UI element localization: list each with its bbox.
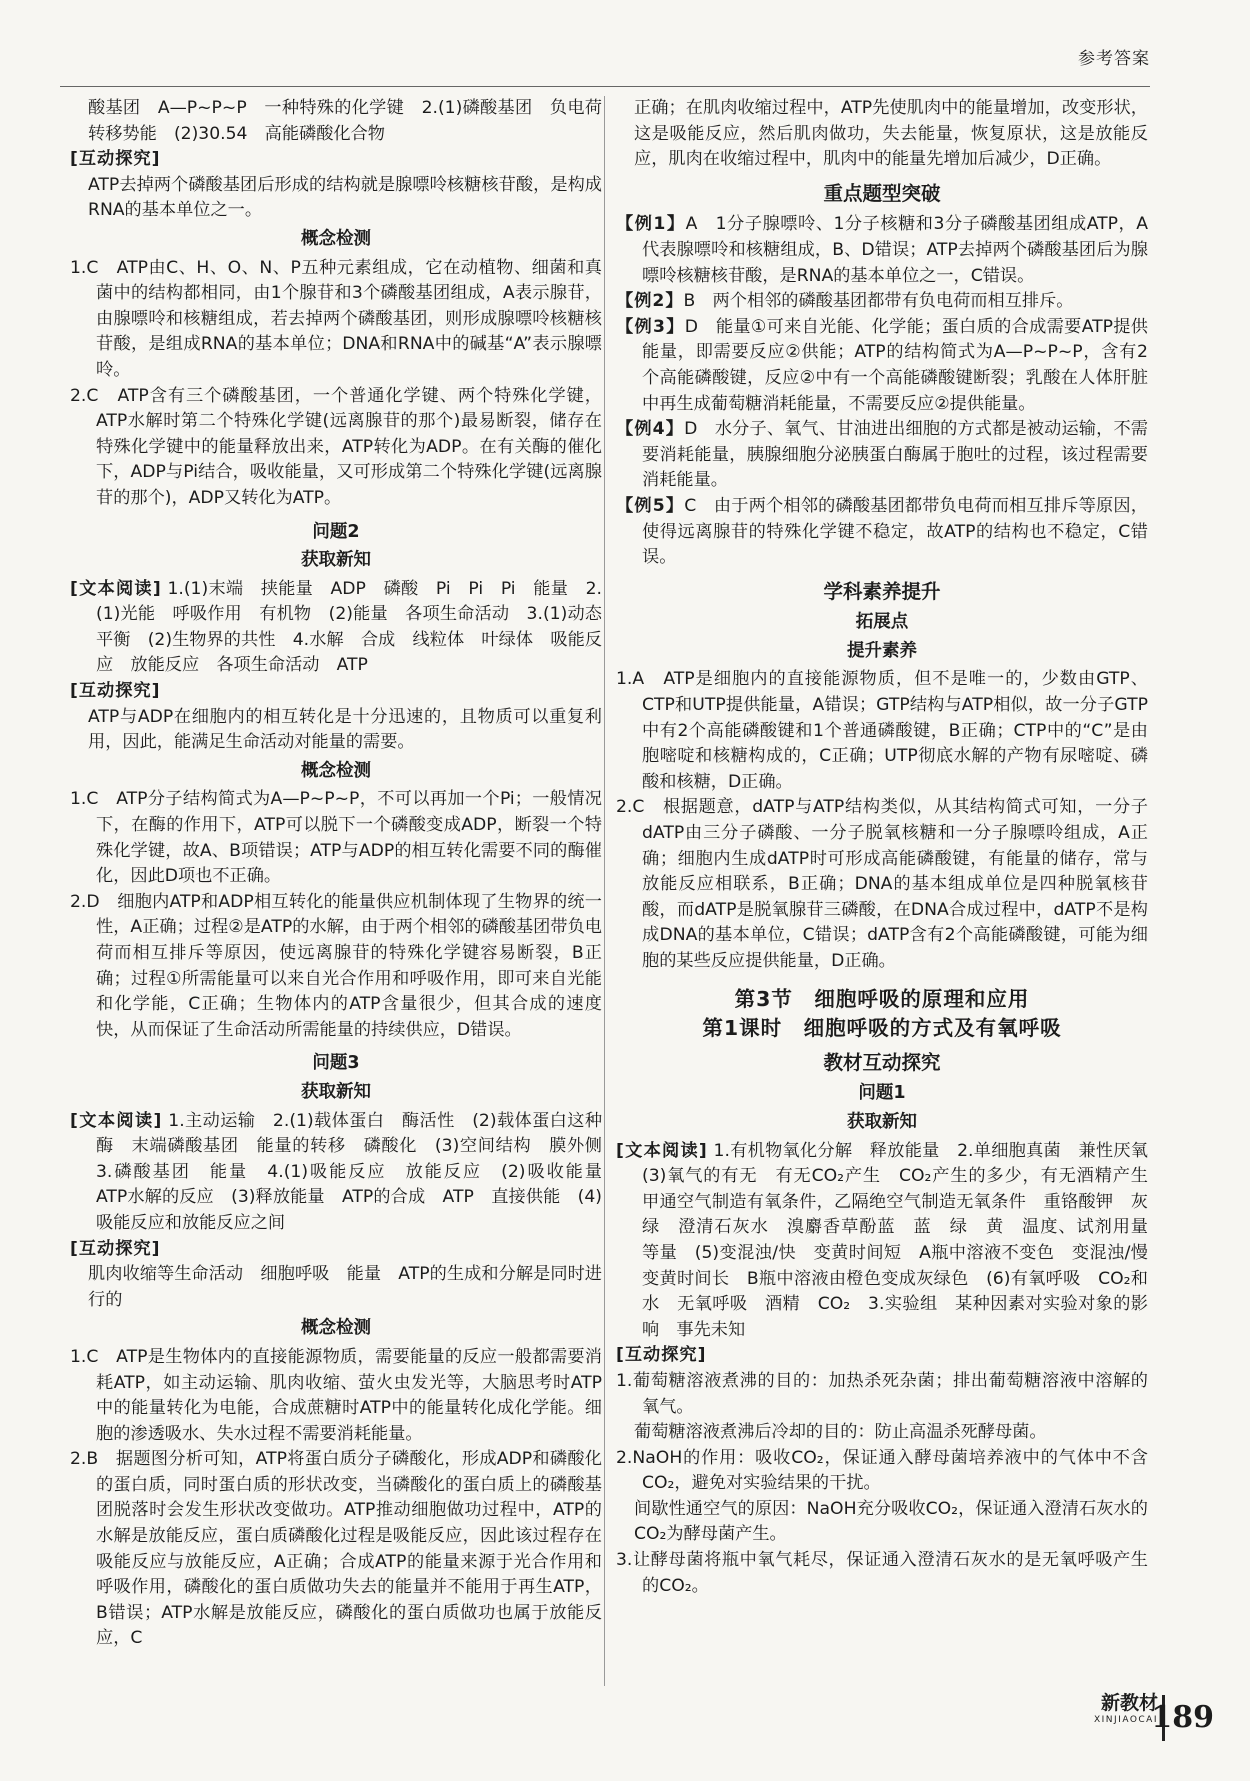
- example-text: B 两个相邻的磷酸基团都带有负电荷而相互排斥。: [683, 291, 1074, 312]
- hudong-tag: [互动探究]: [70, 149, 161, 170]
- hudong-item: 葡萄糖溶液煮沸后冷却的目的：防止高温杀死酵母菌。: [634, 1422, 1047, 1443]
- wenben-tag: [文本阅读]: [70, 578, 162, 599]
- wenben-text: 1.主动运输 2.(1)载体蛋白 酶活性 (2)载体蛋白这种酶 末端磷酸基团 能量的转移 磷酸化 (3)空间结构 膜外侧 3.磷酸基团 能量 4.(1)吸能反应 放能反应 (2)吸收能量 ATP水解的反应 (3)释放能量 ATP的合成 ATP 直接供能 (4)吸能反应和放能反应之间: [96, 1110, 620, 1233]
- hudong-tag: [互动探究]: [70, 681, 161, 702]
- answer-item: 1.C ATP分子结构简式为A—P~P~P，不可以再加一个Pi；一般情况下，在酶的作用下，ATP可以脱下一个磷酸变成ADP，断裂一个特殊化学键，故A、B项错误；ATP与ADP的相互转化需要不同的酶催化，因此D项也不正确。: [70, 789, 602, 887]
- column-divider: [604, 96, 605, 1686]
- answer-item: 2.C 根据题意，dATP与ATP结构类似，从其结构简式可知，一分子dATP由三分子磷酸、一分子脱氧核糖和一分子腺嘌呤组成，A正确；细胞内生成dATP时可形成高能磷酸键，有能量的储存，常与放能反应相联系，B正确；DNA的基本组成单位是四种脱氧核苷酸，而dATP是脱氧腺苷三磷酸，在DNA合成过程中，dATP不是构成DNA的基本单位，C错误；dATP含有2个高能磷酸键，可能为细胞的某些反应提供能量，D正确。: [616, 797, 1148, 971]
- lesson-title: 第1课时 细胞呼吸的方式及有氧呼吸: [702, 1016, 1062, 1041]
- example-tag: 【例1】: [616, 214, 686, 235]
- hudong-text: 肌肉收缩等生命活动 细胞呼吸 能量 ATP的生成和分解是同时进行的: [88, 1264, 602, 1310]
- answer-item: 1.C ATP是生物体内的直接能源物质，需要能量的反应一般都需要消耗ATP，如主动运输、肌肉收缩、萤火虫发光等，大脑思考时ATP中的能量转化为电能，合成蔗糖时ATP中的能量转化成化学能。细胞的渗透吸水、失水过程不需要消耗能量。: [70, 1346, 602, 1444]
- example-text: A 1分子腺嘌呤、1分子核糖和3分子磷酸基团组成ATP，A代表腺嘌呤和核糖组成，B、D错误；ATP去掉两个磷酸基团后为腺嘌呤核糖核苷酸，是RNA的基本单位之一，C错误。: [642, 214, 1149, 286]
- question-subtitle: 获取新知: [847, 1111, 917, 1132]
- zhongdian-title: 重点题型突破: [823, 181, 941, 205]
- wenben-block: [616, 1139, 1166, 1344]
- xueke-title: 学科素养提升: [823, 579, 941, 603]
- left-column: [70, 96, 620, 1652]
- hudong-item: 间歇性通空气的原因：NaOH充分吸收CO₂，保证通入澄清石灰水的CO₂为酵母菌产生。: [634, 1498, 1148, 1545]
- answer-item: 2.B 据题图分析可知，ATP将蛋白质分子磷酸化，形成ADP和磷酸化的蛋白质，同时蛋白质的形状改变，当磷酸化的蛋白质上的磷酸基团脱落时会发生形状改变做功。ATP推动细胞做功过程中，ATP的水解是放能反应，蛋白质磷酸化过程是吸能反应，因此该过程存在吸能反应与放能反应，A正确；合成ATP的能量来源于光合作用和呼吸作用，磷酸化的蛋白质做功失去的能量并不能用于再生ATP，B错误；ATP水解是放能反应，磷酸化的蛋白质做功也属于放能反应，C: [70, 1449, 602, 1649]
- tuozhan-title: 拓展点: [855, 612, 909, 633]
- header-rule: [60, 86, 1150, 87]
- example-tag: 【例5】: [616, 495, 685, 516]
- question-title: 问题3: [312, 1053, 360, 1074]
- hudong-text: ATP与ADP在细胞内的相互转化是十分迅速的，且物质可以重复利用，因此，能满足生命活动对能量的需要。: [88, 706, 602, 753]
- gainian-title: 概念检测: [301, 760, 371, 781]
- brand-name: 新教材: [1100, 1692, 1158, 1714]
- example-item: [616, 494, 1148, 571]
- hudong-tag: [互动探究]: [70, 1238, 161, 1259]
- jiaocai-title: 教材互动探究: [823, 1050, 941, 1074]
- answer-item: 2.D 细胞内ATP和ADP相互转化的能量供应机制体现了生物界的统一性，A正确；过程②是ATP的水解，由于两个相邻的磷酸基团带负电荷而相互排斥等原因，使远离腺苷的特殊化学键容易断裂，B正确；过程①所需能量可以来自光合作用和呼吸作用，即可来自光能和化学能，C正确；生物体内的ATP含量很少，但其合成的速度快，从而保证了生命活动所需能量的持续供应，D错误。: [70, 891, 602, 1040]
- header-label: 参考答案: [1078, 49, 1150, 69]
- brand-pinyin: XINJIAOCAI: [1093, 1715, 1158, 1725]
- example-item: [616, 212, 1148, 289]
- example-item: [616, 417, 1148, 494]
- hudong-item: 3.让酵母菌将瓶中氧气耗尽，保证通入澄清石灰水的是无氧呼吸产生的CO₂。: [616, 1550, 1148, 1596]
- question-subtitle: 获取新知: [301, 1081, 371, 1102]
- gainian-title: 概念检测: [301, 228, 371, 249]
- tisheng-title: 提升素养: [847, 640, 917, 661]
- hudong-item: 2.NaOH的作用：吸收CO₂，保证通入酵母菌培养液中的气体中不含CO₂，避免对实验结果的干扰。: [616, 1447, 1148, 1494]
- wenben-block: [70, 577, 602, 679]
- example-text: C 由于两个相邻的磷酸基团都带负电荷而相互排斥等原因，使得远离腺苷的特殊化学键不稳定，故ATP的结构也不稳定，C错误。: [642, 495, 1148, 568]
- wenben-tag: [文本阅读]: [616, 1140, 708, 1161]
- footer-brand: [1094, 1688, 1158, 1725]
- continued-text: 正确；在肌肉收缩过程中，ATP先使肌肉中的能量增加，改变形状，这是吸能反应，然后肌肉做功，失去能量，恢复原状，这是放能反应，肌肉在收缩过程中，肌肉中的能量先增加后减少，D正确。: [634, 98, 1148, 170]
- example-text: D 水分子、氧气、甘油进出细胞的方式都是被动运输，不需要消耗能量，胰腺细胞分泌胰蛋白酶属于胞吐的过程，该过程需要消耗能量。: [642, 419, 1148, 491]
- right-column: [616, 96, 1166, 1599]
- hudong-text: ATP去掉两个磷酸基团后形成的结构就是腺嘌呤核糖核苷酸，是构成RNA的基本单位之一。: [88, 174, 602, 221]
- wenben-block: [70, 1109, 620, 1237]
- question-title: 问题2: [312, 521, 360, 542]
- intro-text: 酸基团 A—P~P~P 一种特殊的化学键 2.(1)磷酸基团 负电荷 转移势能 (2)30.54 高能磷酸化合物: [88, 98, 620, 144]
- question-subtitle: 获取新知: [301, 550, 371, 571]
- example-item: [616, 289, 1148, 315]
- wenben-text: 1.有机物氧化分解 释放能量 2.单细胞真菌 兼性厌氧 (3)氧气的有无 有无CO₂产生 CO₂产生的多少，有无酒精产生 甲通空气制造有氧条件，乙隔绝空气制造无氧条件 重铬酸钾 灰绿 澄清石灰水 溴麝香草酚蓝 蓝 绿 黄 温度、试剂用量 等量 (5)变混浊/快 变黄时间短 A瓶中溶液不变色 变混浊/慢 变黄时间长 B瓶中溶液由橙色变成灰绿色 (6)有氧呼吸 CO₂和水 无氧呼吸 酒精 CO₂ 3.实验组 某种因素对实验对象的影响 事先未知: [642, 1140, 1166, 1340]
- wenben-text: 1.(1)末端 挟能量 ADP 磷酸 Pi Pi Pi 能量 2.(1)光能 呼吸作用 有机物 (2)能量 各项生命活动 3.(1)动态平衡 (2)生物界的共性 4.水解 合成 线粒体 叶绿体 吸能反应 放能反应 各项生命活动 ATP: [96, 578, 602, 676]
- example-tag: 【例3】: [616, 316, 685, 337]
- example-tag: 【例4】: [616, 419, 685, 440]
- gainian-title: 概念检测: [301, 1318, 371, 1339]
- page-number: 189: [1151, 1700, 1214, 1735]
- answer-item: 1.A ATP是细胞内的直接能源物质，但不是唯一的，少数由GTP、CTP和UTP提供能量，A错误；GTP结构与ATP相似，故一分子GTP中有2个高能磷酸键和1个普通磷酸键，B正确；CTP中的“C”是由胞嘧啶和核糖构成的，C正确；UTP彻底水解的产物有尿嘧啶、磷酸和核糖，D正确。: [616, 669, 1148, 792]
- section-title: 第3节 细胞呼吸的原理和应用: [734, 986, 1030, 1011]
- answer-item: 1.C ATP由C、H、O、N、P五种元素组成，它在动植物、细菌和真菌中的结构都相同，由1个腺苷和3个磷酸基团组成，A表示腺苷，由腺嘌呤和核糖组成，若去掉两个磷酸基团，则形成腺嘌呤核糖核苷酸，是组成RNA的基本单位；DNA和RNA中的碱基“A”表示腺嘌呤。: [70, 257, 602, 380]
- example-text: D 能量①可来自光能、化学能；蛋白质的合成需要ATP提供能量，即需要反应②供能；ATP的结构简式为A—P~P~P，含有2个高能磷酸键，反应②中有一个高能磷酸键断裂；乳酸在人体肝脏中再生成葡萄糖消耗能量，不需要反应②提供能量。: [642, 316, 1148, 414]
- example-tag: 【例2】: [616, 291, 684, 312]
- question-title: 问题1: [858, 1083, 906, 1104]
- answer-item: 2.C ATP含有三个磷酸基团，一个普通化学键、两个特殊化学键，ATP水解时第二个特殊化学键(远离腺苷的那个)最易断裂，储存在特殊化学键中的能量释放出来，ATP转化为ADP。在有关酶的催化下，ADP与Pi结合，吸收能量，又可形成第二个特殊化学键(远离腺苷的那个)，ADP又转化为ATP。: [70, 385, 602, 508]
- hudong-item: 1.葡萄糖溶液煮沸的目的：加热杀死杂菌；排出葡萄糖溶液中溶解的氧气。: [616, 1370, 1148, 1417]
- example-item: [616, 315, 1148, 417]
- hudong-tag: [互动探究]: [616, 1345, 707, 1366]
- wenben-tag: [文本阅读]: [70, 1110, 163, 1131]
